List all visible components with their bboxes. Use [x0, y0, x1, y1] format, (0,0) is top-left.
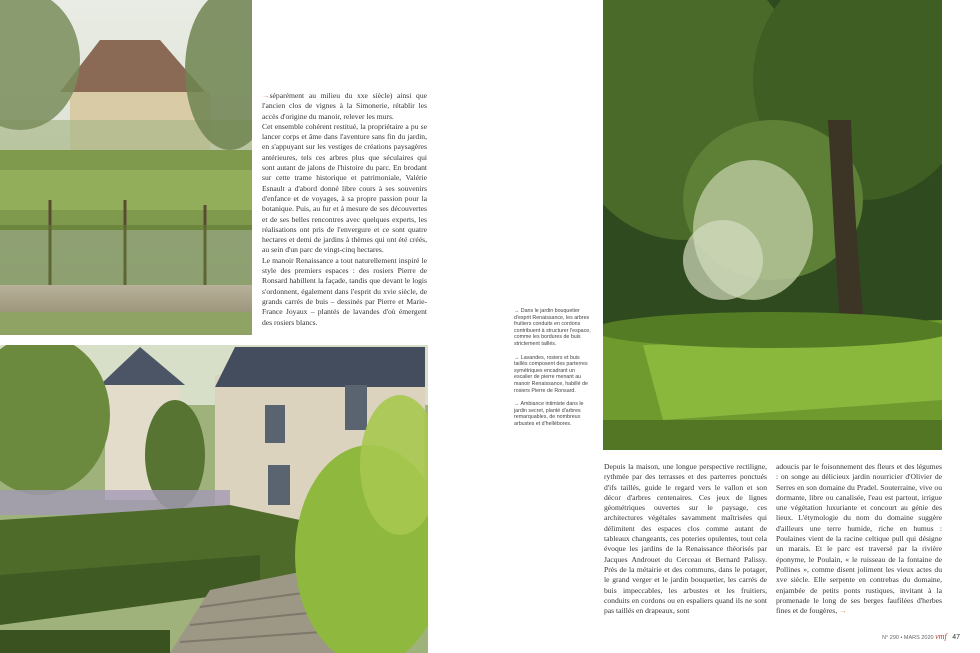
article-paragraph: →séparément au milieu du xxe siècle) ainsi que l'ancien clos de vignes à la Simonerie, rétablir les accès d'origine du manoir, relever les murs. — [262, 91, 427, 121]
article-paragraph: Cet ensemble cohérent restitué, la propriétaire a pu se lancer corps et âme dans l'aventure sans fin du jardin, en s'appuyant sur les vestiges de créations paysagères antérieures, tels ces arbres plus que séculaires qui sont autant de jalons de l'histoire du parc. En brodant sur cette trame historique et patrimoniale, Valérie Esnault a d'abord donné libre cours à ses souvenirs d'enfance et de voyages, à sa propre passion pour la botanique. Puis, au fur et à mesure de ses découvertes et de ses belles rencontres avec quelques experts, les réalisations ont pris de l'envergure et ce sont quatre hectares et demi de jardins à thèmes qui ont été créés, au sein d'un parc de vingt-cinq hectares. — [262, 121, 427, 255]
article-column-2 — [604, 462, 767, 616]
page-folio — [882, 632, 960, 641]
article-column-3 — [776, 462, 942, 616]
photo-manor-parterres — [0, 345, 428, 653]
caption-parterres: → Lavandes, rosiers et buis taillés composent des parterres symétriques encadrant un escalier de pierre menant au manoir Renaissance, habillé de rosiers Pierre de Ronsard. — [514, 354, 588, 394]
article-paragraph: adoucis par le foisonnement des fleurs et des légumes : on songe au délicieux jardin nourricier d'Olivier de Serres en son domaine du Pradel. Souterraine, vive ou dormante, libre ou canalisée, l'eau est partout, irrigue une végétation luxuriante et concourt au génie des lieux. L'étymologie du nom du domaine suggère d'ailleurs une terre humide, riche en humus : Poulaines vient de la racine celtique pull qui désigne un marais. Et le parc est traversé par la rivière éponyme, le Poulain, « le ruisseau de la fontaine de Pollines », comme disent joliment les vieux actes du xve siècle. Elle serpente en contrebas du domaine, enjambée de petits ponts rustiques, invitant à la promenade le long de ses berges faufilées d'herbes fines et de fougères, → — [776, 462, 942, 616]
caption-orchard: → Dans le jardin bouquetier d'esprit Renaissance, les arbres fruitiers conduits en cordons contribuent à structurer l'espace, comme les bordures de buis strictement taillés. — [514, 308, 591, 347]
article-paragraph: Depuis la maison, une longue perspective rectiligne, rythmée par des terrasses et des parterres ponctués d'ifs taillés, guide le regard vers le vallon et son décor d'arbres centenaires. Ces jeux de lignes géométriques ouvertes sur le paysage, ces architectures végétales savamment maîtrisées qui délimitent des espaces clos comme autant de tableaux changeants, ces poteries opulentes, tout cela évoque les jardins de la Renaissance théorisés par Jacques Androuet du Cerceau et Bernard Palissy. Près de la métairie et des communs, dans le potager, le grand verger et le jardin bouquetier, les carrés de buis impeccables, les arbustes et les fruitiers, conduits en cordons ou en espaliers quand ils ne sont pas taillés en drapeaux, sont — [604, 462, 767, 616]
article-column-1 — [262, 91, 427, 328]
page-number: 47 — [952, 634, 960, 641]
photo-captions — [514, 308, 592, 435]
magazine-logo: vmf — [935, 632, 947, 641]
photo-secret-garden — [603, 0, 942, 450]
photo-orchard-espaliers — [0, 0, 252, 335]
continuation-arrow: → — [262, 91, 270, 100]
article-paragraph: Le manoir Renaissance a tout naturellement inspiré le style des premiers espaces : des rosiers Pierre de Ronsard habillent la façade, tandis que devant le logis s'ordonnent, également dans l'esprit du xvie siècle, de grands carrés de buis – dessinés par Pierre et Marie-France Joyaux – plantés de lavandes d'où émergent des rosiers blancs. — [262, 255, 427, 327]
continuation-arrow: → — [839, 606, 847, 616]
caption-secret-garden: → Ambiance intimiste dans le jardin secret, planté d'arbres remarquables, de nombreux arbustes et d'hellébores. — [514, 401, 584, 427]
issue-number: N° 290 • MARS 2020 — [882, 635, 934, 641]
